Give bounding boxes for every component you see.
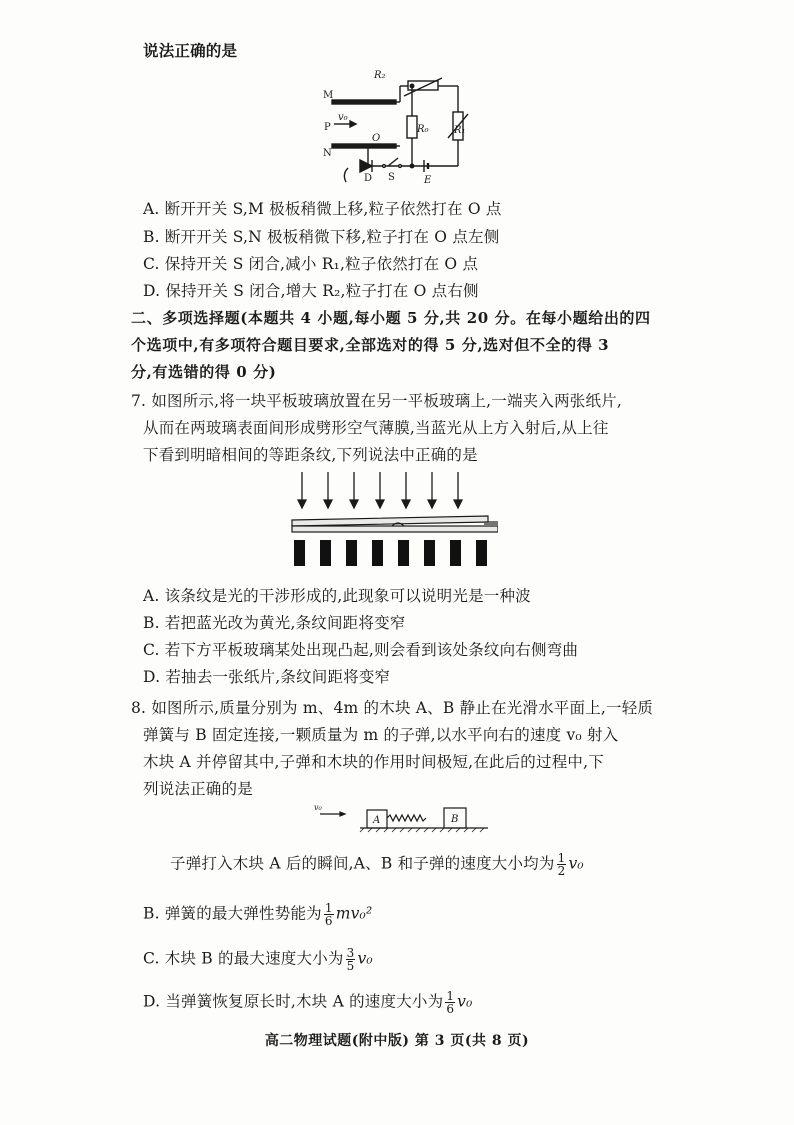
label-o: O	[372, 133, 381, 144]
q8-blocks-diagram	[312, 798, 492, 838]
q6-option-c: C. 保持开关 S 闭合,减小 R₁,粒子依然打在 O 点	[143, 255, 479, 273]
label-r1: R₁	[454, 125, 466, 136]
q7-interference-diagram	[288, 470, 498, 570]
q6-option-d: D. 保持开关 S 闭合,增大 R₂,粒子打在 O 点右侧	[143, 282, 479, 300]
section2-heading-line1: 二、多项选择题(本题共 4 小题,每小题 5 分,共 20 分。在每小题给出的四	[131, 309, 651, 327]
label-e: E	[424, 175, 432, 186]
label-p: P	[324, 122, 331, 133]
q8-stem-line3: 木块 A 并停留其中,子弹和木块的作用时间极短,在此后的过程中,下	[143, 753, 604, 771]
q6-circuit-diagram	[320, 68, 480, 186]
q7-fringe-pattern	[294, 540, 487, 566]
q7-stem-line1: 7. 如图所示,将一块平板玻璃放置在另一平板玻璃上,一端夹入两张纸片,	[131, 392, 622, 410]
q8-stem-line1: 8. 如图所示,质量分别为 m、4m 的木块 A、B 静止在光滑水平面上,一轻质	[131, 699, 654, 717]
q7-option-c: C. 若下方平板玻璃某处出现凸起,则会看到该处条纹向右侧弯曲	[143, 641, 579, 659]
label-n: N	[323, 148, 332, 159]
label-b: B	[451, 814, 459, 825]
q7-incident-light-arrows	[298, 472, 462, 508]
q8-option-b: B. 弹簧的最大弹性势能为 $\frac{1}{6}$ mv₀²	[143, 901, 373, 928]
label-v0: v₀	[338, 112, 348, 123]
label-m: M	[323, 90, 334, 101]
q7-option-b: B. 若把蓝光改为黄光,条纹间距将变窄	[143, 614, 406, 632]
q6-option-b: B. 断开开关 S,N 极板稍微下移,粒子打在 O 点左侧	[143, 228, 500, 246]
q6-stem-tail: 说法正确的是	[143, 41, 238, 60]
spring	[387, 815, 426, 821]
label-r2: R₂	[374, 70, 386, 81]
section2-heading-line3: 分,有选错的得 0 分)	[131, 363, 277, 381]
q8-option-c: C. 木块 B 的最大速度大小为 $\frac{3}{5}$ v₀	[143, 946, 373, 973]
section2-heading-line2: 个选项中,有多项符合题目要求,全部选对的得 5 分,选对但不全的得 3	[131, 336, 610, 354]
label-a: A	[373, 815, 381, 826]
q6-option-a: A. 断开开关 S,M 极板稍微上移,粒子依然打在 O 点	[143, 200, 502, 218]
q8-option-d: D. 当弹簧恢复原长时,木块 A 的速度大小为 $\frac{1}{6}$ v₀	[143, 989, 473, 1016]
q7-option-d: D. 若抽去一张纸片,条纹间距将变窄	[143, 668, 391, 686]
label-v0: v₀	[314, 803, 322, 812]
q8-stem-line2: 弹簧与 B 固定连接,一颗质量为 m 的子弹,以水平向右的速度 v₀ 射入	[143, 726, 619, 744]
label-d: D	[364, 173, 373, 184]
q7-stem-line3: 下看到明暗相间的等距条纹,下列说法中正确的是	[143, 446, 478, 464]
q7-stem-line2: 从而在两玻璃表面间形成劈形空气薄膜,当蓝光从上方入射后,从上往	[143, 419, 609, 437]
q8-option-a: 子弹打入木块 A 后的瞬间,A、B 和子弹的速度大小均为 $\frac{1}{2}$ v₀	[170, 851, 584, 878]
label-s: S	[388, 172, 395, 183]
q8-stem-line4: 列说法正确的是	[143, 780, 253, 798]
page-footer: 高二物理试题(附中版) 第 3 页(共 8 页)	[264, 1033, 530, 1049]
q7-option-a: A. 该条纹是光的干涉形成的,此现象可以说明光是一种波	[143, 587, 531, 605]
label-r0: R₀	[417, 124, 429, 135]
